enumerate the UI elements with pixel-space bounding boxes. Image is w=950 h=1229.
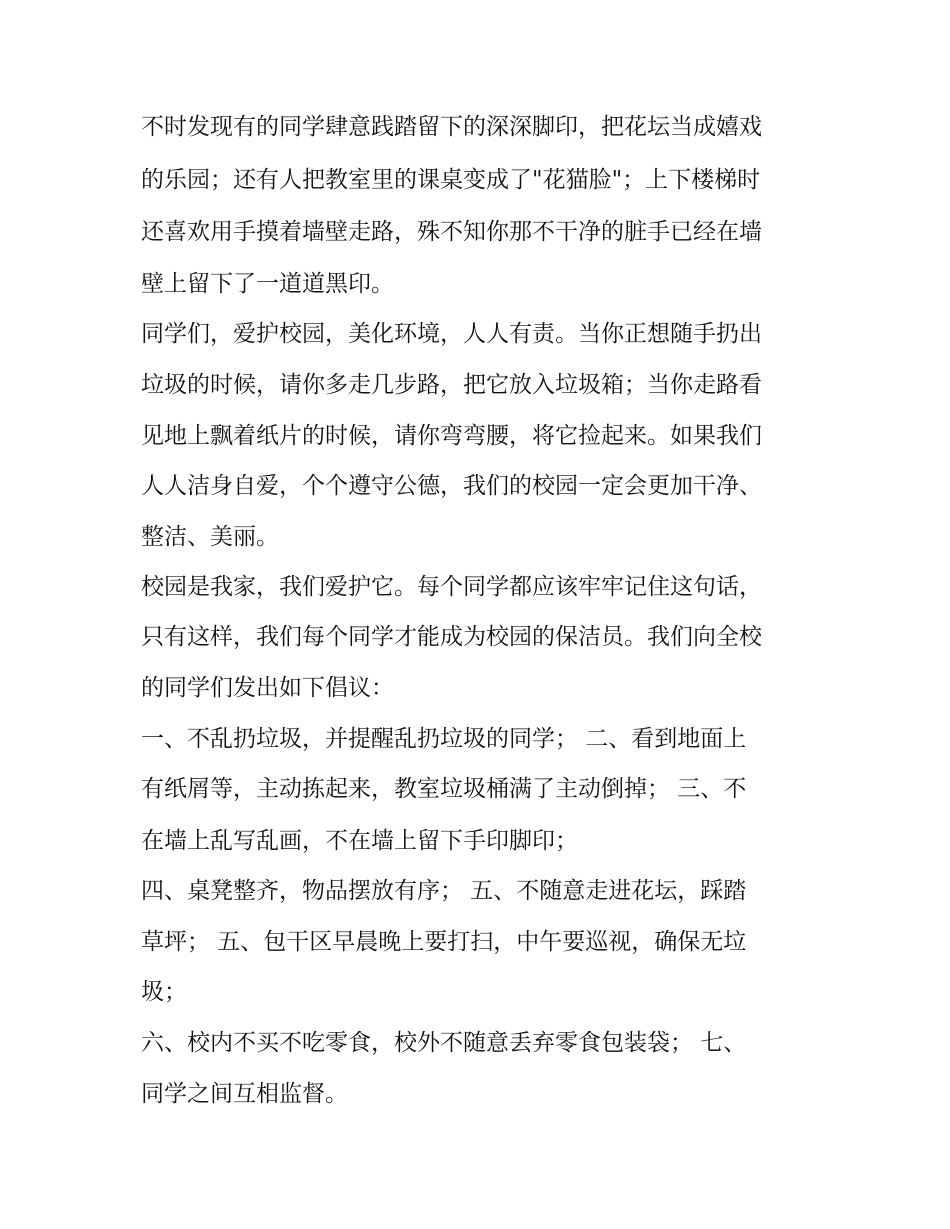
text-line: 壁上留下了一道道黑印。 <box>141 271 394 297</box>
text-line: 同学们，爱护校园，美化环境，人人有责。当你正想随手扔出 <box>141 321 762 347</box>
text-line: 校园是我家，我们爱护它。每个同学都应该牢牢记住这句话， <box>141 574 762 600</box>
text-line: 有纸屑等，主动拣起来，教室垃圾桶满了主动倒掉； 三、不 <box>141 776 747 802</box>
text-line: 草坪； 五、包干区早晨晚上要打扫，中午要巡视，确保无垃 <box>141 929 747 955</box>
text-line: 还喜欢用手摸着墙壁走路，殊不知你那不干净的脏手已经在墙 <box>141 219 762 245</box>
text-line: 同学之间互相监督。 <box>141 1081 348 1107</box>
text-line: 一、不乱扔垃圾，并提醒乱扔垃圾的同学； 二、看到地面上 <box>141 726 747 752</box>
text-line: 只有这样，我们每个同学才能成为校园的保洁员。我们向全校 <box>141 624 762 650</box>
text-line: 人人洁身自爱，个个遵守公德，我们的校园一定会更加干净、 <box>141 473 762 499</box>
text-line: 在墙上乱写乱画，不在墙上留下手印脚印； <box>141 828 578 854</box>
text-line: 见地上飘着纸片的时候，请你弯弯腰，将它捡起来。如果我们 <box>141 423 762 449</box>
text-line: 圾； <box>141 979 187 1005</box>
text-line: 的乐园；还有人把教室里的课桌变成了"花猫脸"；上下楼梯时 <box>141 167 761 193</box>
text-line: 的同学们发出如下倡议： <box>141 675 394 701</box>
text-line: 六、校内不买不吃零食，校外不随意丢弃零食包装袋； 七、 <box>141 1030 747 1056</box>
text-line: 整洁、美丽。 <box>141 524 279 550</box>
text-line: 垃圾的时候，请你多走几步路，把它放入垃圾箱；当你走路看 <box>141 372 762 398</box>
text-line: 不时发现有的同学肆意践踏留下的深深脚印，把花坛当成嬉戏 <box>141 114 762 140</box>
text-line: 四、桌凳整齐，物品摆放有序； 五、不随意走进花坛，踩踏 <box>141 878 747 904</box>
